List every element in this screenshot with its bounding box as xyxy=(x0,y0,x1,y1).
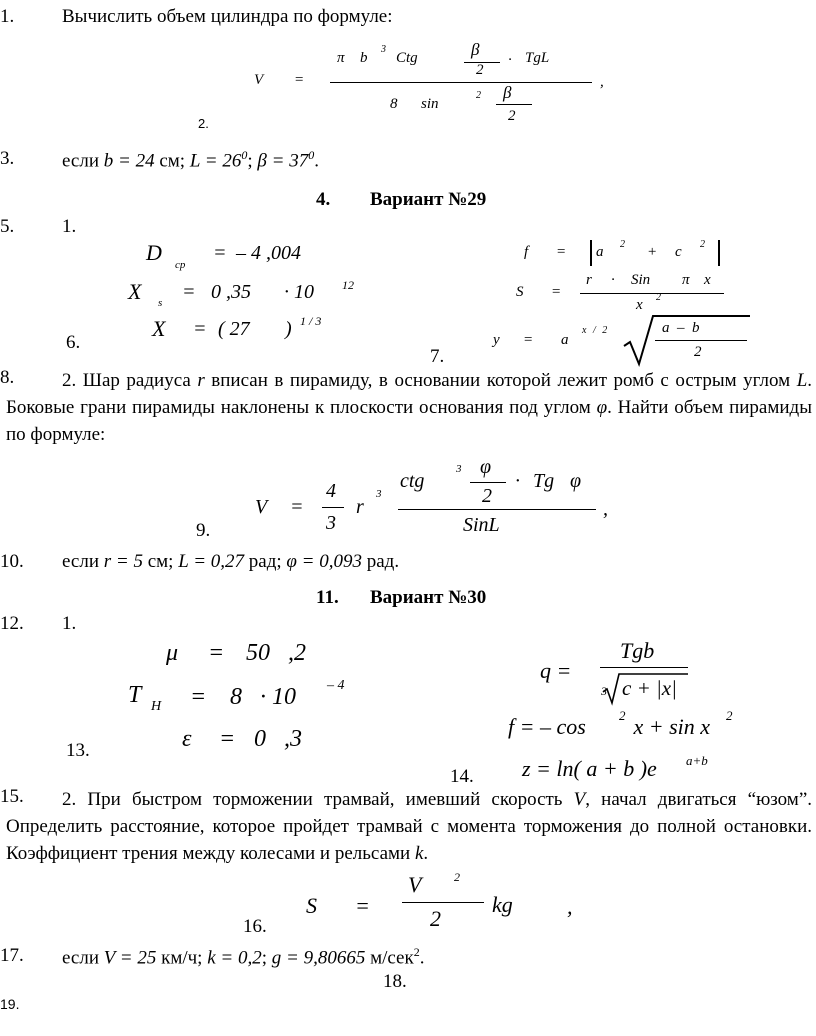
fraction-bar xyxy=(402,902,484,903)
plus-sign: + xyxy=(647,244,658,260)
formula-var: f xyxy=(524,244,529,260)
fraction-bar xyxy=(330,82,592,83)
exponent: 3 xyxy=(381,44,386,55)
subscript: s xyxy=(158,297,163,309)
formula-num: 8 xyxy=(390,96,398,112)
equals-sign: = xyxy=(190,684,207,710)
line-number: 14. xyxy=(450,766,474,787)
given-values: если r = 5 см; L = 0,27 рад; φ = 0,093 рад. xyxy=(62,551,400,572)
fraction-bar xyxy=(600,667,688,668)
formula-var: b xyxy=(360,50,368,66)
exponent: a+b xyxy=(686,753,708,768)
formula-var: X xyxy=(128,279,142,304)
formula-var: T xyxy=(128,682,142,708)
line-number: 7. xyxy=(430,346,445,367)
line-number: 6. xyxy=(66,332,81,353)
formula-var: V xyxy=(254,72,264,88)
formula-num: 2 xyxy=(430,906,441,931)
exponent: 1 / 3 xyxy=(300,314,322,328)
formula-var: S xyxy=(306,893,317,918)
formula-var: c xyxy=(675,244,682,260)
equals-sign: = xyxy=(219,726,236,752)
formula-var: y xyxy=(493,332,500,348)
formula-num: 2 xyxy=(694,344,702,360)
fraction-bar xyxy=(655,340,747,341)
equals-sign: = xyxy=(355,893,370,918)
line-number: 12. xyxy=(0,613,24,634)
dot-operator: · xyxy=(611,272,615,288)
fraction-bar xyxy=(398,509,596,510)
section-number: 11. xyxy=(316,587,339,608)
line-number: 5. xyxy=(0,216,15,237)
formula-num: 3 xyxy=(326,512,336,534)
exponent: 2 xyxy=(620,239,625,250)
formula-value: 0 ,3 xyxy=(254,726,302,752)
task-number: 1. xyxy=(62,216,77,237)
given-values: если V = 25 км/ч; k = 0,2; g = 9,80665 м/сек$^2$. xyxy=(62,945,425,969)
exponent: 3 xyxy=(376,488,382,500)
formula-func: sin xyxy=(421,96,439,112)
fraction-bar xyxy=(470,482,506,483)
subscript: H xyxy=(151,699,162,714)
fraction-bar xyxy=(322,507,344,508)
dot-operator: · xyxy=(508,52,512,68)
formula-var: r xyxy=(586,272,592,288)
line-number: 10. xyxy=(0,551,24,572)
fraction-bar xyxy=(580,293,724,294)
fraction-bar xyxy=(496,104,532,105)
equals-sign: = xyxy=(213,242,227,264)
variant-heading: Вариант №29 xyxy=(370,189,487,210)
line-number: 8. xyxy=(0,367,15,388)
formula-var: x xyxy=(636,297,643,313)
equals-sign: = xyxy=(551,284,562,300)
formula-expr: kg xyxy=(492,892,513,917)
exponent: 2 xyxy=(656,292,661,303)
line-number: 13. xyxy=(66,740,90,761)
exponent: 2 xyxy=(619,708,626,723)
task-text: Вычислить объем цилиндра по формуле: xyxy=(62,6,393,27)
formula-func: Sin xyxy=(631,272,651,288)
equals-sign: = xyxy=(523,332,534,348)
given-values: если b = 24 см; $L = 26^0$; $\beta = 37^0$. xyxy=(62,148,319,172)
radicand: c + |x| xyxy=(622,676,677,700)
line-number: 15. xyxy=(0,786,24,807)
exponent: 3 xyxy=(456,463,462,475)
line-number: 2. xyxy=(198,116,209,131)
equals-sign: = xyxy=(294,72,305,88)
formula-var: x xyxy=(704,272,711,288)
line-number: 9. xyxy=(196,520,211,541)
line-number: 1. xyxy=(0,6,15,27)
formula-value: 8 · 10 xyxy=(230,684,296,710)
formula-value: · 10 xyxy=(284,281,314,303)
phi-symbol: φ xyxy=(480,456,492,478)
formula-num: 2 xyxy=(476,62,484,78)
formula-num: 2 xyxy=(482,485,492,507)
task-paragraph: 2. При быстром торможении трамвай, имевший скорость V, начал двигаться “юзом”. Определить расстояние, которое пройдет трамвай с момента торможения до полной остановки. Коэффициент трения между колесами и рельсами k. xyxy=(6,789,812,864)
equals-sign: = xyxy=(193,318,207,340)
formula-var: X xyxy=(152,316,166,341)
formula-value: 50 ,2 xyxy=(246,640,306,666)
formula-var: a xyxy=(561,332,569,348)
formula-var: V xyxy=(408,872,422,897)
line-number: 17. xyxy=(0,945,24,966)
exponent: 2 xyxy=(476,90,481,101)
section-number: 4. xyxy=(316,189,331,210)
dot-operator: · xyxy=(515,470,520,492)
comma: , xyxy=(600,74,604,90)
line-number: 18. xyxy=(383,971,407,992)
formula-func: Ctg xyxy=(396,50,418,66)
equals-sign: = xyxy=(182,281,196,303)
exponent: 2 xyxy=(700,239,705,250)
line-number: 19. xyxy=(0,996,20,1012)
beta-symbol: β xyxy=(471,40,480,59)
formula-func: SinL xyxy=(463,514,500,536)
formula-var: S xyxy=(516,284,524,300)
beta-symbol: β xyxy=(503,83,512,102)
formula-var: V xyxy=(255,496,268,518)
equals-sign: = xyxy=(556,244,567,260)
exponent: 2 xyxy=(454,870,460,884)
abs-bar xyxy=(590,240,592,266)
formula-var: r xyxy=(356,496,364,518)
task-number: 1. xyxy=(62,613,77,634)
formula-expr: z = ln( a + b )e xyxy=(522,756,657,781)
subscript: ср xyxy=(175,259,186,271)
comma: , xyxy=(567,894,573,919)
formula-expr: x + sin x xyxy=(628,714,711,739)
formula-num: 4 xyxy=(326,480,336,502)
formula-func: Tg xyxy=(533,470,555,492)
formula-paren: ) xyxy=(285,318,292,340)
variant-heading: Вариант №30 xyxy=(370,587,487,608)
line-number: 3. xyxy=(0,148,15,169)
equals-sign: = xyxy=(290,496,304,518)
mu-symbol: μ xyxy=(166,640,179,666)
exponent: 2 xyxy=(726,708,733,723)
root-index: 3 xyxy=(601,684,607,698)
formula-var: D xyxy=(146,240,162,265)
equals-sign: = xyxy=(208,640,225,666)
formula-expr: a – b xyxy=(662,320,700,336)
exponent: 12 xyxy=(342,278,354,292)
formula-expr: f = – cos xyxy=(508,714,586,739)
formula-value: ( 27 xyxy=(218,318,250,340)
formula-func: ctg xyxy=(400,470,425,492)
pi-symbol: π xyxy=(682,272,690,288)
pi-symbol: π xyxy=(337,50,345,66)
formula-value: 0 ,35 xyxy=(211,281,251,303)
formula-var: q = xyxy=(540,658,572,683)
abs-bar xyxy=(718,240,720,266)
comma: , xyxy=(603,498,608,520)
formula-value: – 4 ,004 xyxy=(236,242,301,264)
line-number: 16. xyxy=(243,916,267,937)
formula-var: a xyxy=(596,244,604,260)
phi-symbol: φ xyxy=(570,470,582,492)
exponent: – 4 xyxy=(327,678,345,693)
exponent: x / 2 xyxy=(582,325,608,336)
task-paragraph: 2. Шар радиуса r вписан в пирамиду, в основании которой лежит ромб с острым углом L. Боковые грани пирамиды наклонены к плоскости основания под углом φ. Найти объем пирамиды по формуле: xyxy=(6,370,813,445)
formula-func: TgL xyxy=(525,50,550,66)
formula-num: 2 xyxy=(508,108,516,124)
epsilon-symbol: ε xyxy=(182,726,192,752)
formula-func: Tgb xyxy=(620,638,655,663)
